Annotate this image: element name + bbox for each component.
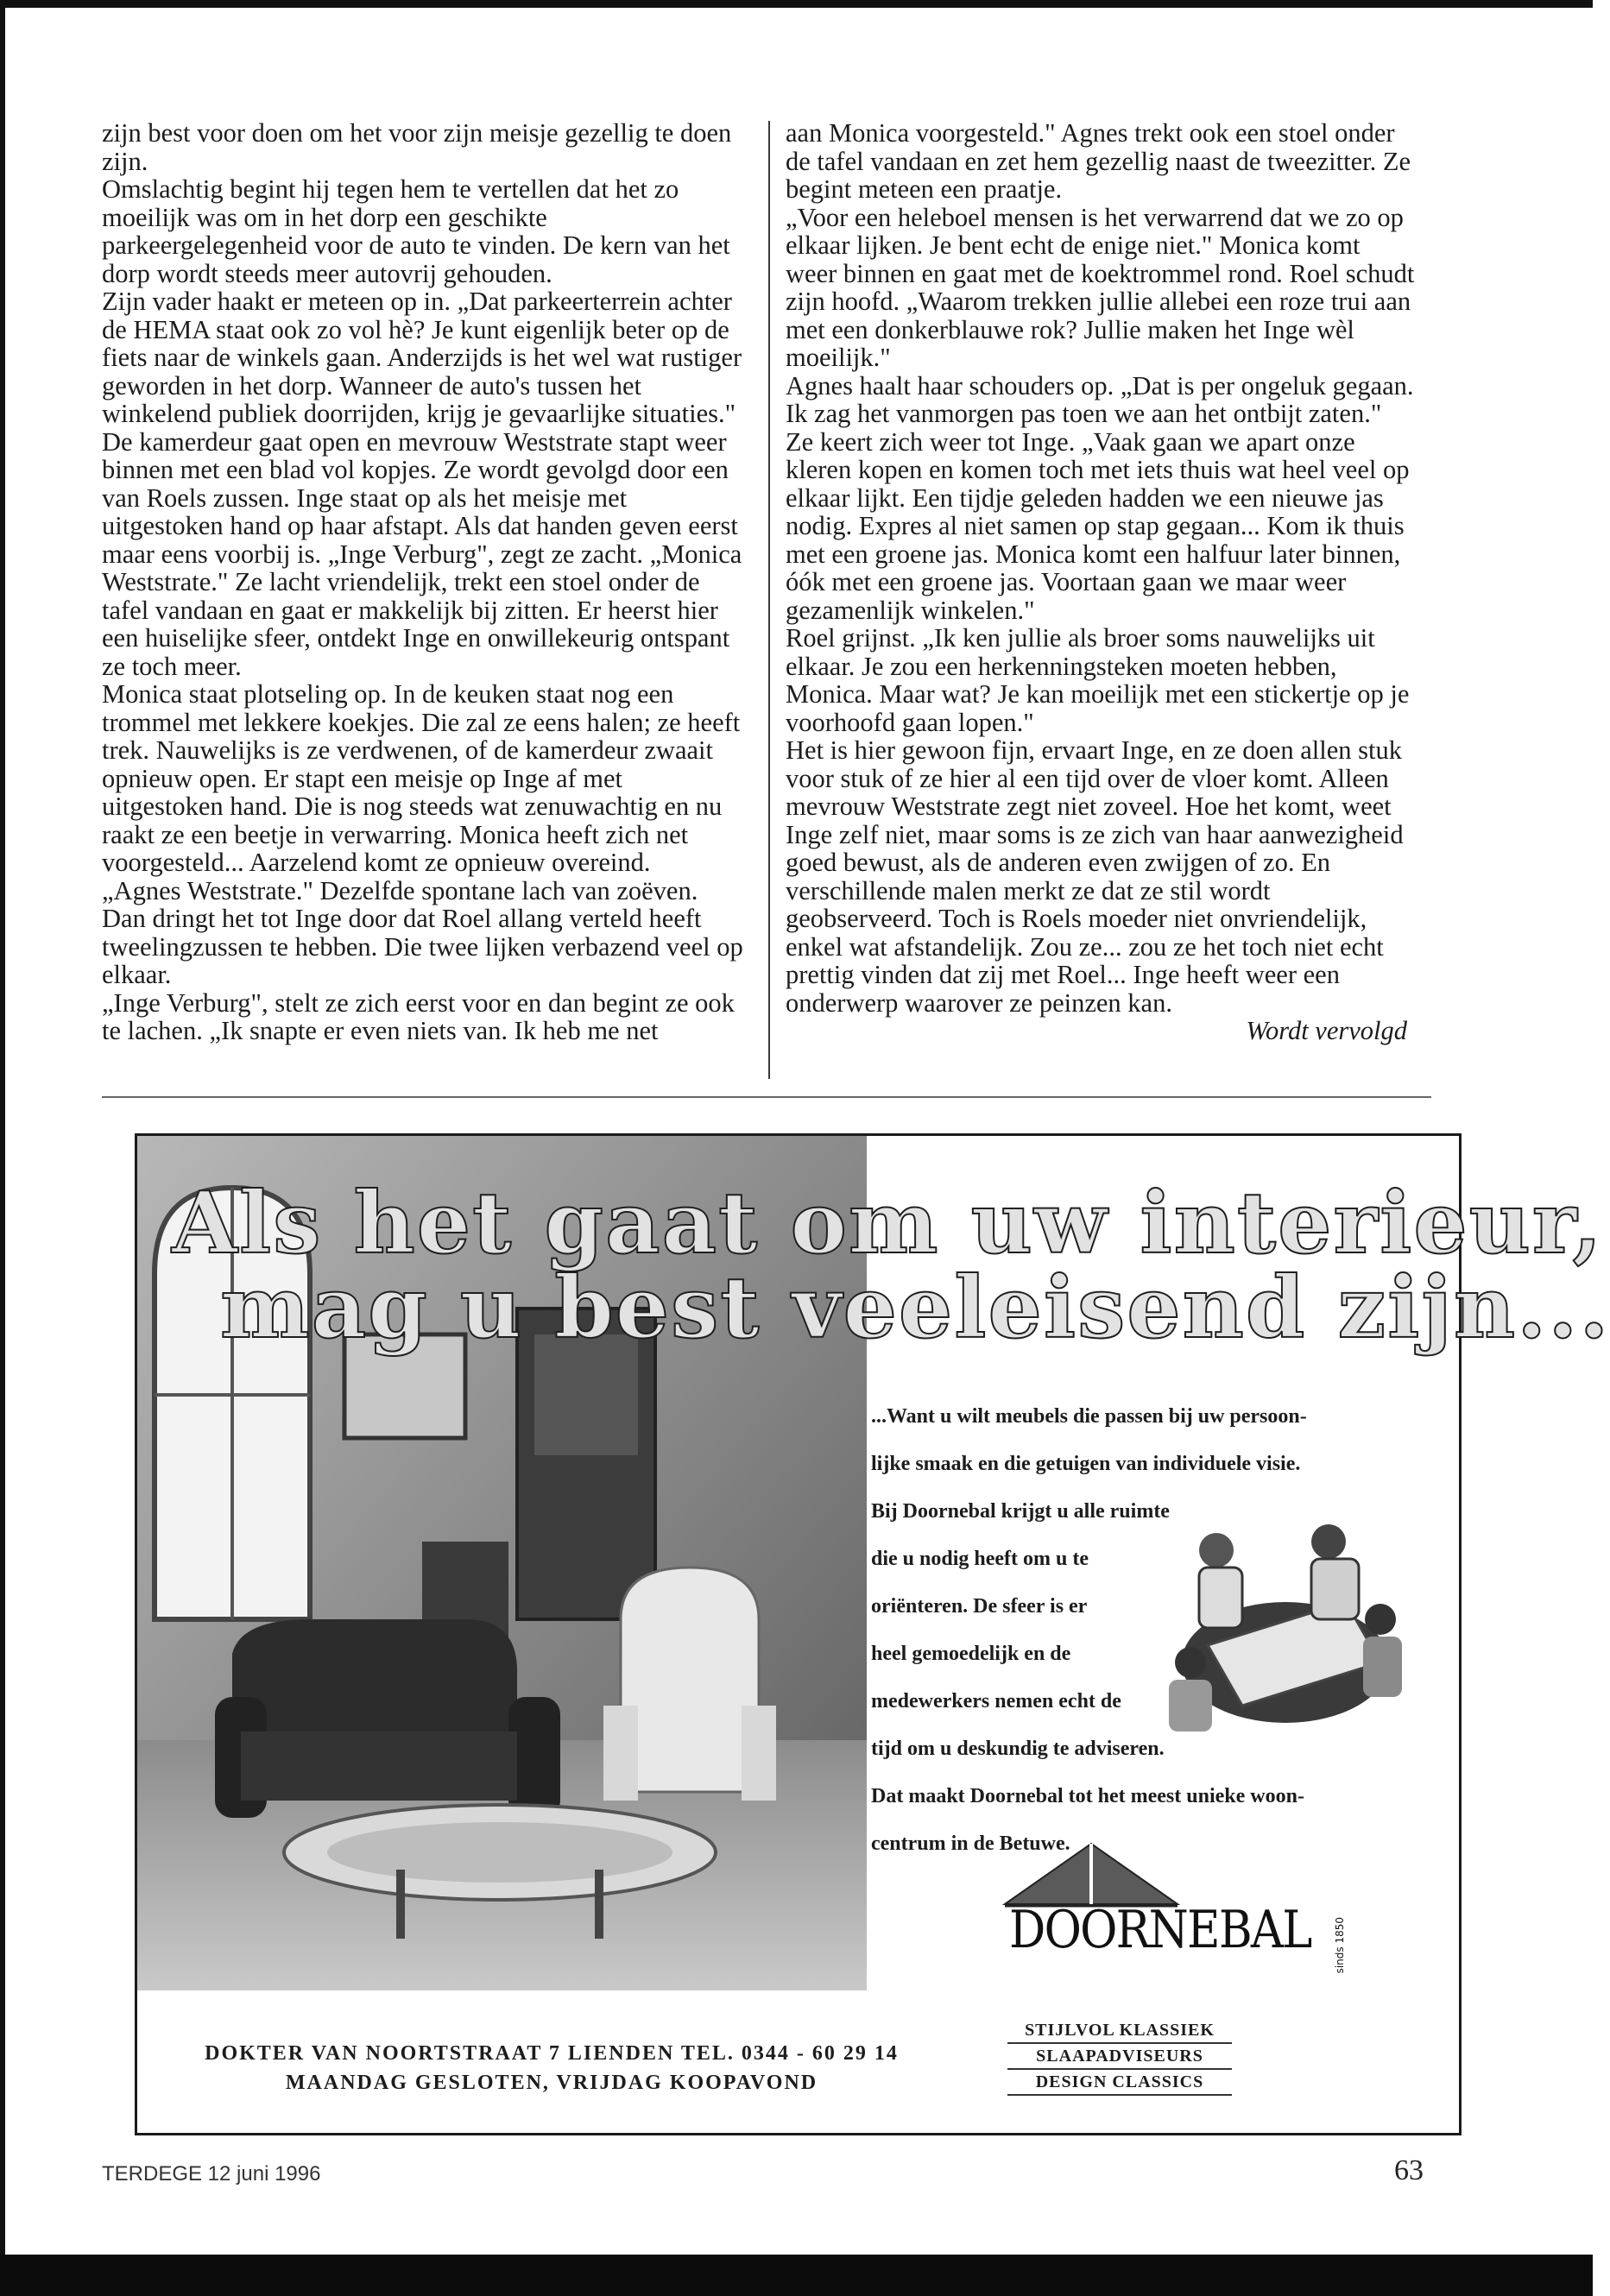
paragraph: Omslachtig begint hij tegen hem te vertellen dat het zo moeilijk was om in het dorp een geschikte parkeergelegenheid voor de auto te vinden. De kern van het dorp wordt steeds meer autovrij gehouden. <box>102 174 730 288</box>
paragraph: De kamerdeur gaat open en mevrouw Weststrate stapt weer binnen met een blad vol kopjes. Ze wordt gevolgd door een van Roels zussen. Inge staat op als het meisje met uitgestoken hand op haar afstapt. Als dat handen geven eerst maar eens voorbij is. „Inge Verburg", zegt ze zacht. „Monica Weststrate." Ze lacht vriendelijk, trekt een stoel onder de tafel vandaan en gaat er makkelijk bij zitten. Er heerst hier een huiselijke sfeer, ontdekt Inge en onwillekeurig ontspant ze toch meer. <box>102 426 742 681</box>
ad-body-line: tijd om u deskundig te adviseren. <box>871 1738 1165 1760</box>
ad-body-line: die u nodig heeft om u te <box>871 1548 1089 1570</box>
ad-headline-line2: mag u best veeleisend zijn... <box>220 1258 1610 1358</box>
tagline: DESIGN CLASSICS <box>1007 2070 1232 2096</box>
magazine-footer: TERDEGE 12 juni 1996 <box>102 2162 321 2186</box>
paragraph: zijn best voor doen om het voor zijn meisje gezellig te doen zijn. <box>102 118 732 176</box>
logo-since: sinds 1850 <box>1334 1917 1346 1974</box>
paragraph: aan Monica voorgesteld." Agnes trekt ook een stoel onder de tafel vandaan en zet hem gezellig naast de tweezitter. Ze begint meteen een praatje. <box>786 118 1411 204</box>
tagline: SLAAPADVISEURS <box>1007 2044 1232 2070</box>
tagline: STIJLVOL KLASSIEK <box>1007 2018 1232 2044</box>
paragraph: „Agnes Weststrate." Dezelfde spontane lach van zoëven. Dan dringt het tot Inge door dat Roel allang verteld heeft tweelingzussen te hebben. Die twee lijken verbazend veel op elkaar. <box>102 875 743 989</box>
article-left-column <box>102 119 745 1045</box>
ad-body-line: centrum in de Betuwe. <box>871 1832 1070 1855</box>
bottom-bar <box>0 2255 1593 2296</box>
paragraph: Zijn vader haakt er meteen op in. „Dat parkeerterrein achter de HEMA staat ook zo vol hè? Je kunt eigenlijk beter op de fiets naar de winkels gaan. Anderzijds is het wel wat rustiger geworden in het dorp. Wanneer de auto's tussen het winkelend publiek doorrijden, krijg je gevaarlijke situaties." <box>102 287 742 428</box>
paragraph: Agnes haalt haar schouders op. „Dat is per ongeluk gegaan. Ik zag het vanmorgen pas toen we aan het ontbijt zaten." Ze keert zich weer tot Inge. „Vaak gaan we apart onze kleren kopen en komen toch met iets thuis wat heel veel op elkaar lijkt. Een tijdje geleden hadden we een nieuwe jas nodig. Expres al niet samen op stap gegaan... Kom ik thuis met een groene jas. Monica komt een halfuur later binnen, óók met een groene jas. Voortaan gaan we maar weer gezamenlijk winkelen." <box>786 370 1414 625</box>
doornebal-logo: DOORNEBAL <box>1009 1900 1311 1960</box>
column-divider <box>768 121 770 1079</box>
address-line: DOKTER VAN NOORTSTRAAT 7 LIENDEN TEL. 0344 - 60 29 14 <box>205 2042 899 2065</box>
paragraph: Het is hier gewoon fijn, ervaart Inge, en ze doen allen stuk voor stuk of ze hier al een tijd over de vloer komt. Alleen mevrouw Weststrate zegt niet zoveel. Hoe het komt, weet Inge zelf niet, maar soms is ze zich van haar aanwezigheid goed bewust, als de anderen even zwijgen of zo. En verschillende malen merkt ze dat ze stil wordt geobserveerd. Toch is Roels moeder niet onvriendelijk, enkel wat afstandelijk. Zou ze... zou ze het toch niet echt prettig vinden dat zij met Roel... Inge heeft weer een onderwerp waarover ze peinzen kan. <box>786 735 1404 1018</box>
section-rule <box>102 1096 1431 1098</box>
paragraph: Roel grijnst. „Ik ken jullie als broer soms nauwelijks uit elkaar. Je zou een herkenningsteken moeten hebben, Monica. Maar wat? Je kan moeilijk met een stickertje op je voorhoofd gaan lopen." <box>786 623 1410 737</box>
ad-body-line: heel gemoedelijk en de <box>871 1643 1071 1665</box>
opening-hours: MAANDAG GESLOTEN, VRIJDAG KOOPAVOND <box>285 2072 818 2094</box>
ad-taglines <box>1007 2018 1232 2096</box>
paragraph: „Voor een heleboel mensen is het verwarrend dat we zo op elkaar lijken. Je bent echt de enige niet." Monica komt weer binnen en gaat met de koektrommel rond. Roel schudt zijn hoofd. „Waarom trekken jullie allebei een roze trui aan met een donkerblauwe rok? Jullie maken het Inge wèl moeilijk." <box>786 202 1415 372</box>
ad-body-line: medewerkers nemen echt de <box>871 1690 1121 1713</box>
doornebal-advertisement <box>135 1133 1610 2135</box>
ad-body-line: ...Want u wilt meubels die passen bij uw persoon- <box>871 1405 1307 1428</box>
paragraph: Monica staat plotseling op. In de keuken staat nog een trommel met lekkere koekjes. Die zal ze eens halen; ze heeft trek. Nauwelijks is ze verdwenen, of de kamerdeur zwaait opnieuw open. Er stapt een meisje op Inge af met uitgestoken hand. Die is nog steeds wat zenuwachtig en nu raakt ze een beetje in verwarring. Monica heeft zich net voorgesteld... Aarzelend komt ze opnieuw overeind. <box>102 679 741 877</box>
paragraph: „Inge Verburg", stelt ze zich eerst voor en dan begint ze ook te lachen. „Ik snapte er even niets van. Ik heb me net <box>102 987 735 1045</box>
ad-address <box>137 2039 966 2097</box>
ad-headline-line1: Als het gaat om uw interieur, <box>172 1174 1604 1273</box>
ad-body-line: oriënteren. De sfeer is er <box>871 1595 1088 1618</box>
article-right-column <box>786 119 1416 1045</box>
ad-body-line: Dat maakt Doornebal tot het meest unieke woon- <box>871 1785 1304 1807</box>
ad-body-line: lijke smaak en die getuigen van individuele visie. <box>871 1453 1301 1475</box>
meeting-illustration <box>1156 1490 1406 1749</box>
ad-body-line: Bij Doornebal krijgt u alle ruimte <box>871 1500 1170 1523</box>
continued-note: Wordt vervolgd <box>1246 1016 1407 1045</box>
page-number: 63 <box>1394 2154 1424 2186</box>
